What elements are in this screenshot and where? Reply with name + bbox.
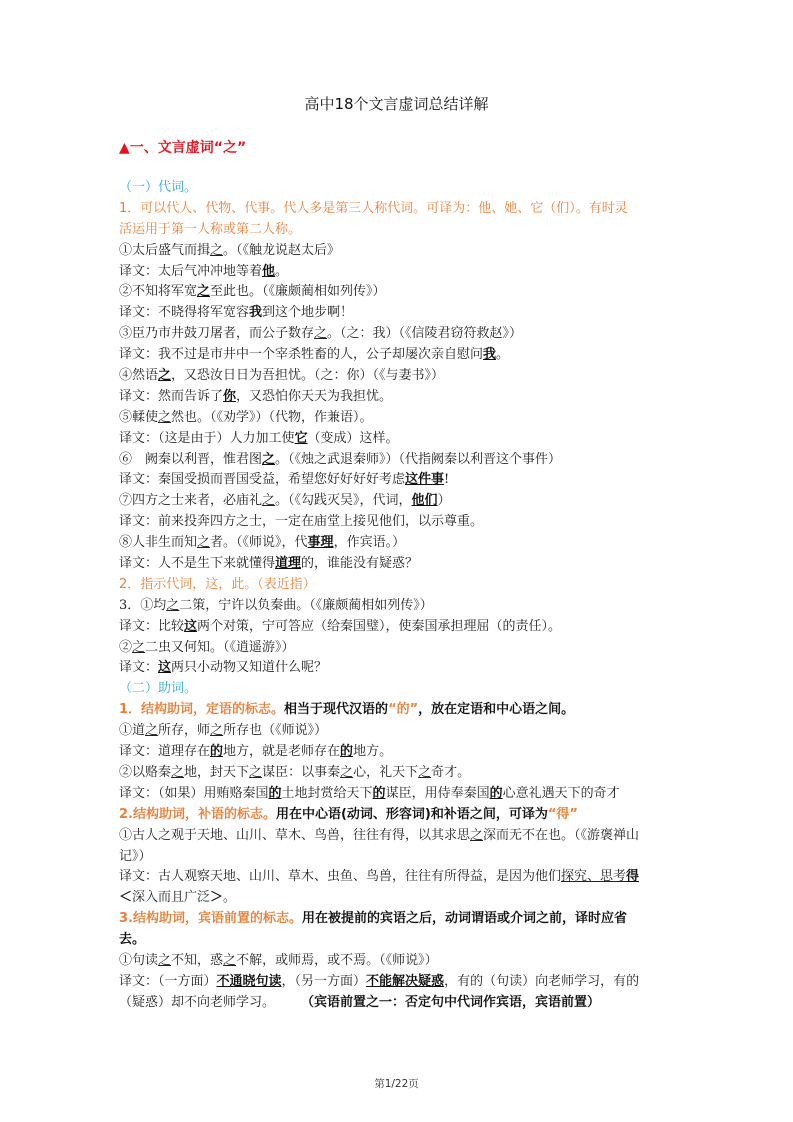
text-line <box>119 533 679 554</box>
text-line <box>119 241 679 262</box>
text-line <box>119 575 679 596</box>
text-segment: 到这个地步啊！ <box>262 305 354 321</box>
text-segment: 1．可以代人、代物、代事。代人多是第三人称代词。可译为：他、她、它（们）。有时灵 <box>119 200 628 216</box>
underlined-text: 的 <box>210 744 224 760</box>
text-segment: ②以赂秦 <box>119 764 172 780</box>
text-segment: ⑤輮使 <box>119 409 159 425</box>
text-segment: “的” <box>388 702 419 718</box>
underlined-text: 之 <box>158 368 172 384</box>
text-line <box>119 784 679 805</box>
text-segment: 3．①均 <box>119 597 167 613</box>
text-segment: 地方。 <box>353 744 393 760</box>
underlined-text: 之 <box>262 493 276 509</box>
underlined-text: 之 <box>197 284 211 300</box>
text-segment: ④然语 <box>119 368 159 384</box>
text-segment: 。（《烛之武退秦师》）（代指阙秦以利晋这个事件） <box>275 451 562 467</box>
text-segment: 译文： <box>119 660 159 676</box>
underlined-text: 之 <box>210 723 224 739</box>
text-line <box>119 199 679 220</box>
text-line <box>119 282 679 303</box>
text-segment: 不知，惑 <box>171 952 224 968</box>
text-segment: ，放在定语和中心语之间。 <box>418 702 575 718</box>
text-line <box>119 470 679 491</box>
text-segment: 至此也。（《廉颇蔺相如列传》） <box>210 284 386 300</box>
text-line <box>119 658 679 679</box>
text-segment: 活运用于第一人称或第二人称。 <box>119 221 302 237</box>
text-line <box>119 805 679 826</box>
text-segment: ①道 <box>119 723 146 739</box>
text-line <box>119 491 679 512</box>
text-segment: 二虫又何知。（《逍遥游》） <box>145 639 295 655</box>
text-segment: ） <box>437 493 451 509</box>
text-line <box>119 554 679 575</box>
text-segment: 所存也（《师说》） <box>223 723 328 739</box>
text-segment: 译文：（一方面） <box>119 973 217 989</box>
text-segment: 。 <box>223 890 237 906</box>
underlined-text: 的 <box>372 785 386 801</box>
text-segment: 地方，就是老师存在 <box>223 744 341 760</box>
text-segment: 译文：太后气冲冲地等着 <box>119 263 263 279</box>
text-segment: ③臣乃市井鼓刀屠者，而公子数存 <box>119 326 315 342</box>
text-segment: 用在被提前的宾语之后，动词谓语或介词之前，译时应省 <box>301 911 627 927</box>
underlined-text: 的 <box>489 785 503 801</box>
text-segment: 两只小动物又知道什么呢？ <box>171 660 328 676</box>
text-segment: “得” <box>547 806 578 822</box>
underlined-text: 之 <box>158 409 172 425</box>
text-segment: 两个对策，宁可答应（给秦国璧），使秦国承担理屈（的责任）。 <box>197 618 562 634</box>
underlined-text: 这件事 <box>405 472 445 488</box>
text-segment: 2．指示代词，这，此。（表近指） <box>119 576 316 592</box>
text-line <box>119 345 679 366</box>
text-segment: 谋臣：以事秦 <box>262 764 341 780</box>
text-segment: ⑦四方之士来者，必庙礼 <box>119 493 263 509</box>
text-segment: 记》） <box>119 848 152 864</box>
underlined-text: 这 <box>184 618 198 634</box>
text-segment: 2.结构助词，补语的标志。 <box>119 806 276 822</box>
underlined-text: 之 <box>158 952 172 968</box>
underlined-text: 之 <box>470 827 484 843</box>
text-segment: （一）代词。 <box>119 180 198 195</box>
text-segment: 二策，宁许以负秦曲。（《廉颇蔺相如列传》） <box>179 597 433 613</box>
underlined-text: 事理 <box>307 535 334 551</box>
text-segment: 。（《勾践灭吴》，代词， <box>275 493 412 509</box>
underlined-text: 之 <box>249 764 263 780</box>
underlined-text: 探究、思考 <box>561 869 627 885</box>
text-line <box>119 867 679 888</box>
text-segment: 所存，师 <box>158 723 211 739</box>
text-segment: ①句读 <box>119 952 159 968</box>
text-line <box>119 178 679 199</box>
text-line <box>119 450 679 471</box>
text-segment: 的，谁能没有疑惑？ <box>301 556 419 572</box>
text-segment: ，又恐怕你天天为我担忧。 <box>236 388 393 404</box>
underlined-text: 之 <box>418 764 432 780</box>
underlined-text: 的 <box>340 744 354 760</box>
text-segment: 去。 <box>119 932 146 948</box>
underlined-text: 之 <box>197 535 211 551</box>
text-segment: 者。（《师说》，代 <box>210 535 308 551</box>
text-segment: ①古人之观于天地、山川、草木、鸟兽，往往有得，以其求思 <box>119 827 471 843</box>
underlined-text: 他 <box>262 263 276 279</box>
underlined-text: 他们 <box>411 493 438 509</box>
text-line <box>119 951 679 972</box>
underlined-text: 得 <box>626 869 640 885</box>
text-segment: ! <box>444 472 450 488</box>
underlined-text: 之 <box>166 597 180 613</box>
page-number: 第1/22页 <box>374 1078 419 1090</box>
text-segment: ，作宾语。） <box>333 535 406 551</box>
text-segment: 地，封天下 <box>184 764 250 780</box>
text-segment: 然也。（《劝学》）（代物，作兼语）。 <box>171 409 373 425</box>
underlined-text: 之 <box>210 242 224 258</box>
underlined-text: 之 <box>314 326 328 342</box>
text-line <box>119 700 679 721</box>
text-segment: 深而无不在也。（《游褒禅山 <box>483 827 640 843</box>
text-segment: 译文：不晓得将军宽容 <box>119 305 250 321</box>
text-line <box>119 638 679 659</box>
text-segment: 译文：（这是由于）人力加工使 <box>119 430 295 446</box>
text-segment: 心意礼遇天下的奇才 <box>502 785 620 801</box>
text-line <box>119 220 679 241</box>
document-body <box>119 178 679 1014</box>
text-segment: 译文：古人观察天地、山川、草木、虫鱼、鸟兽，往往有所得益，是因为他们 <box>119 869 562 885</box>
text-segment: ⑥ 阙秦以利晋，惟君图 <box>119 451 263 467</box>
text-line <box>119 972 679 993</box>
text-line <box>119 429 679 450</box>
underlined-text: 你 <box>223 388 237 404</box>
text-segment: 译文：秦国受损而晋国受益，希望您好好好好考虑 <box>119 472 406 488</box>
underlined-text: 不能解决疑惑 <box>366 973 445 989</box>
text-line <box>119 721 679 742</box>
text-segment: ＞ <box>210 890 224 906</box>
underlined-text: 之 <box>145 723 159 739</box>
underlined-text: 它 <box>294 430 308 446</box>
text-segment: 1．结构助词，定语的标志。 <box>119 702 285 718</box>
text-line <box>119 763 679 784</box>
text-line <box>119 847 679 868</box>
text-segment: ⑧人非生而知 <box>119 535 198 551</box>
text-segment: ，又恐汝日日为吾担忧。（之：你）（《与妻书》） <box>171 368 445 384</box>
text-segment: （疑惑）却不向老师学习。 <box>119 994 308 1010</box>
underlined-text: 道理 <box>275 556 302 572</box>
text-line <box>119 909 679 930</box>
text-line <box>119 826 679 847</box>
document-title: 高中18个文言虚词总结详解 <box>304 95 489 113</box>
text-segment: 心，礼天下 <box>353 764 419 780</box>
text-segment: 3.结构助词，宾语前置的标志。 <box>119 911 302 927</box>
underlined-text: 之 <box>262 451 276 467</box>
text-line <box>119 679 679 700</box>
text-line <box>119 324 679 345</box>
underlined-text: 不通晓句读 <box>216 973 282 989</box>
text-line <box>119 596 679 617</box>
underlined-text: 的 <box>268 785 282 801</box>
text-segment: 。 <box>275 263 289 279</box>
text-line <box>119 366 679 387</box>
text-segment: ，（另一方面） <box>281 973 367 989</box>
text-line <box>119 993 679 1014</box>
text-segment: 。 <box>496 347 510 363</box>
underlined-text: 之 <box>340 764 354 780</box>
text-segment: 用在中心语(动词、形容词)和补语之间，可译为 <box>275 806 548 822</box>
text-segment: 奇才。 <box>431 764 471 780</box>
text-line <box>119 262 679 283</box>
text-segment: 译文：（如果）用贿赂秦国 <box>119 785 269 801</box>
text-segment: 译文：道理存在 <box>119 744 211 760</box>
text-segment: （变成）这样。 <box>307 430 399 446</box>
text-segment: 译文：前来投奔四方之士，一定在庙堂上接见他们，以示尊重。 <box>119 514 484 530</box>
text-segment: 不解，或师焉，或不焉。（《师说》） <box>236 952 438 968</box>
text-segment: 。（《触龙说赵太后》 <box>223 242 341 258</box>
text-segment: ② <box>119 639 133 655</box>
text-segment: 我 <box>249 305 263 321</box>
text-line <box>119 888 679 909</box>
underlined-text: 之 <box>171 764 185 780</box>
text-line <box>119 512 679 533</box>
text-segment: 译文：然而告诉了 <box>119 388 224 404</box>
text-segment: 相当于现代汉语的 <box>284 702 389 718</box>
text-segment: ，有的（句读）向老师学习，有的 <box>444 973 640 989</box>
text-line <box>119 387 679 408</box>
text-segment: 译文：我不过是市井中一个宰杀牲畜的人，公子却屡次亲自慰问 <box>119 347 484 363</box>
text-segment: ②不知将军宽 <box>119 284 198 300</box>
text-segment: 。（之：我）（《信陵君窃符救赵》） <box>327 326 523 342</box>
text-line <box>119 930 679 951</box>
text-segment: 译文：比较 <box>119 618 185 634</box>
text-line <box>119 408 679 429</box>
text-segment: 译文：人不是生下来就懂得 <box>119 556 276 572</box>
underlined-text: 我 <box>483 347 497 363</box>
text-segment: 深入而且广泛 <box>132 890 211 906</box>
text-segment: 土地封赏给天下 <box>281 785 373 801</box>
text-line <box>119 617 679 638</box>
text-line <box>119 742 679 763</box>
text-line <box>119 303 679 324</box>
text-segment: （二）助词。 <box>119 681 198 697</box>
underlined-text: 这 <box>158 660 172 676</box>
underlined-text: 之 <box>223 952 237 968</box>
text-segment: ①太后盛气而揖 <box>119 242 211 258</box>
underlined-text: 之 <box>132 639 146 655</box>
section-heading: ▲一、文言虚词“之” <box>119 140 247 156</box>
text-segment: ＜ <box>119 890 133 906</box>
text-segment: （宾语前置之一：否定句中代词作宾语，宾语前置） <box>307 994 601 1010</box>
text-segment: 谋臣，用侍奉秦国 <box>385 785 490 801</box>
